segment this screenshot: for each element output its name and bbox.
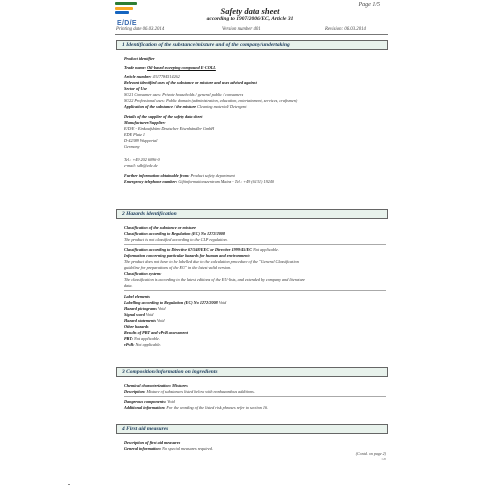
revision-date: Revision: 06.03.2014 xyxy=(325,27,366,32)
manufacturer-label: Manufacturer/Supplier: xyxy=(124,120,166,125)
company-street: EDE Platz 1 xyxy=(124,132,145,137)
pbt-text: PBT: Not applicable. xyxy=(124,336,160,341)
header-divider xyxy=(115,34,388,35)
section-3-divider xyxy=(124,396,386,397)
company-city: D-42389 Wuppertal xyxy=(124,138,158,143)
section-3-header: 3 Composition/information on ingredients xyxy=(116,367,388,377)
classification-label: Classification of the substance or mixture xyxy=(124,225,197,230)
labelling-text: Labelling according to Regulation (EC) No 1272/2008 Void xyxy=(124,300,227,305)
supplier-details-label: Details of the supplier of the safety data sheet xyxy=(124,114,203,119)
document-title: Safety data sheet xyxy=(220,6,280,16)
label-elements-label: Label elements xyxy=(124,294,150,299)
particular-hazards-text-2: guideline for preparations of the EU" in the latest valid version. xyxy=(124,265,232,270)
logo-text: E/D/E xyxy=(117,20,137,27)
article-number: Article number: 4317784514262 xyxy=(124,74,180,79)
classification-system-text-1: The classification is according to the latest editions of the EU-lists, and extended by company and literature xyxy=(124,277,306,282)
identified-uses-label: Relevant identified uses of the substance or mixture and uses advised against xyxy=(124,80,257,85)
printing-date: Printing date 06.03.2014 xyxy=(116,27,165,32)
document-subtitle: according to 1907/2006/EC, Article 31 xyxy=(206,16,294,22)
product-identifier-label: Product identifier xyxy=(124,56,155,61)
trade-name: Trade name: Oil-based sweeping compound E-COLL xyxy=(124,65,216,70)
su21-text: SU21 Consumer uses: Private households / general public / consumers xyxy=(124,92,244,97)
section-2-divider xyxy=(124,244,386,245)
page-mark xyxy=(68,484,70,485)
section-2-header: 2 Hazards identification xyxy=(116,209,388,219)
reg-1272-label: Classification according to Regulation (EC) No 1272/2008 xyxy=(124,231,225,236)
classification-system-text-2: data. xyxy=(124,283,133,288)
first-aid-description-label: Description of first aid measures xyxy=(124,440,181,445)
section-2-divider xyxy=(124,290,386,291)
country-code: GB xyxy=(381,457,386,461)
hazard-pictograms: Hazard pictograms Void xyxy=(124,306,166,311)
hazard-statements: Hazard statements Void xyxy=(124,318,165,323)
section-1-header: 1 Identification of the substance/mixture and of the company/undertaking xyxy=(116,40,388,50)
signal-word: Signal word Void xyxy=(124,312,154,317)
further-information: Further information obtainable from: Product safety department xyxy=(124,173,235,178)
vpvb-text: vPvB: Not applicable. xyxy=(124,342,162,347)
continued-note: (Contd. on page 2) xyxy=(355,451,386,456)
particular-hazards-label: Information concerning particular hazards for human and environment: xyxy=(124,253,251,258)
company-name: E/D/E - Einkaufsbüro Deutscher Eisenhändler GmbH xyxy=(124,126,215,131)
pbt-assessment-label: Results of PBT and vPvB assessment xyxy=(124,330,188,335)
company-email[interactable]: e-mail: sdb@ede.de xyxy=(124,163,158,168)
emergency-telephone: Emergency telephone number: Giftinformationszentrum Mainz - Tel.: +49 (6131) 19240 xyxy=(124,179,274,184)
section-4-header: 4 First aid measures xyxy=(116,424,388,434)
application-text: Application of the substance / the mixture Cleaning material/ Detergent xyxy=(124,104,247,109)
other-hazards-label: Other hazards xyxy=(124,324,149,329)
dangerous-components: Dangerous components: Void xyxy=(124,399,175,404)
first-aid-general-information: General information: No special measures required. xyxy=(124,446,213,451)
company-telephone: Tel.: +49 202 6096-0 xyxy=(124,157,160,162)
particular-hazards-text-1: The product does not have to be labelled due to the calculation procedure of the "General Classification xyxy=(124,259,299,264)
logo-stripe xyxy=(115,2,137,5)
directive-classification: Classification according to Directive 67/548/EEC or Directive 1999/45/EC Not applicable. xyxy=(124,247,279,252)
sector-of-use-label: Sector of Use xyxy=(124,86,148,91)
additional-information: Additional information: For the wording of the listed risk phrases refer to section 16. xyxy=(124,405,269,410)
su22-text: SU22 Professional uses: Public domain (administration, education, entertainment, services, craftsmen) xyxy=(124,98,298,103)
page-number: Page 1/5 xyxy=(358,2,380,8)
classification-system-label: Classification system: xyxy=(124,271,162,276)
chemical-characterization: Chemical characterization: Mixtures xyxy=(124,383,188,388)
reg-1272-text: The product is not classified according to the CLP regulation. xyxy=(124,237,228,242)
version-number: Version number 401 xyxy=(222,27,261,32)
composition-description: Description: Mixture of substances listed below with nonhazardous additions. xyxy=(124,389,255,394)
company-country: Germany xyxy=(124,144,140,149)
